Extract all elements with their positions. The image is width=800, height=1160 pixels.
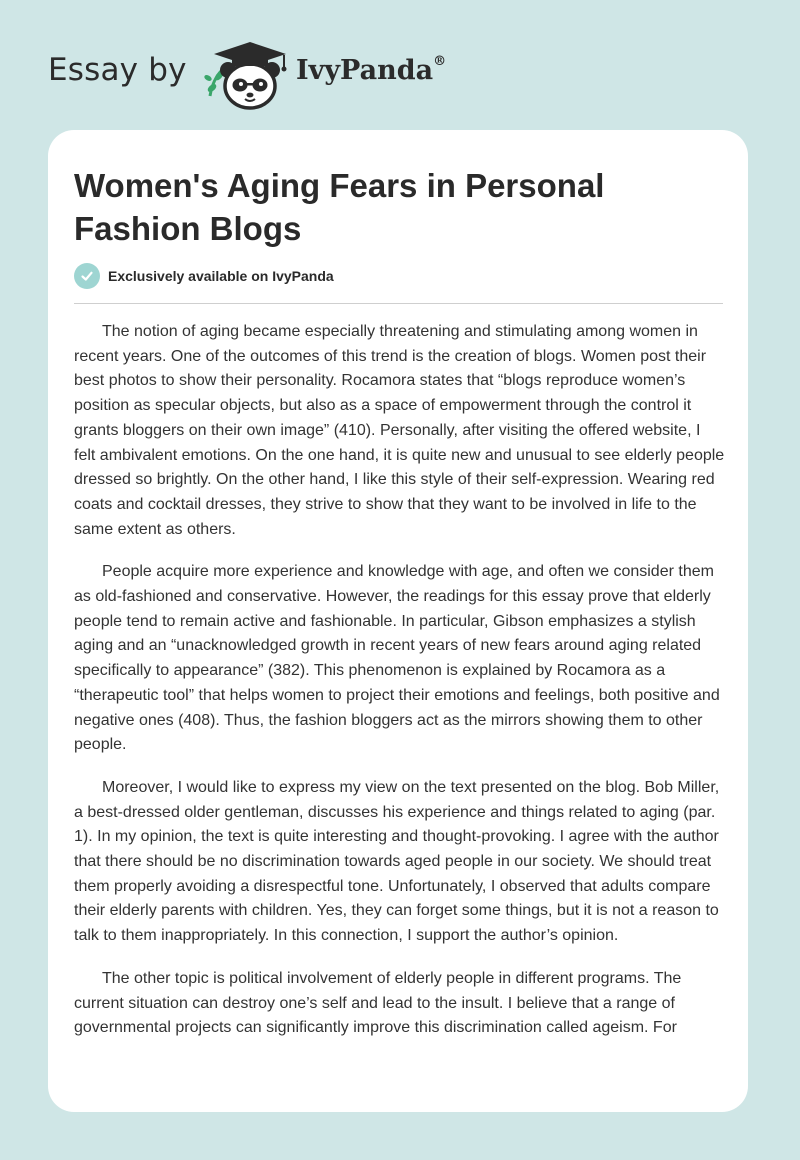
paragraph: The notion of aging became especially threatening and stimulating among women in recent years. One of the outcomes of this trend is the creation of blogs. Women post their best photos to show their personality. Rocamora states that “blogs reproduce women’s position as specular objects, but also as a space of empowerment through the control it grants bloggers on their own image” (410). Personally, after visiting the offered website, I felt ambivalent emotions. On the one hand, it is quite new and unusual to see elderly people dressed so brightly. On the other hand, I like this style of their self-expression. Wearing red coats and cocktail dresses, they strive to show that they want to be involved in life to the same extent as others. xyxy=(74,323,725,538)
check-circle-icon xyxy=(74,263,100,289)
site-header xyxy=(0,0,800,130)
registered-mark: ® xyxy=(433,54,447,69)
panda-graduate-icon xyxy=(200,36,296,110)
essay-by-label: Essay by xyxy=(48,52,187,88)
exclusive-badge xyxy=(74,263,334,289)
paragraph: People acquire more experience and knowledge with age, and often we consider them as old-fashioned and conservative. However, the readings for this essay prove that elderly people tend to remain active and fashionable. In particular, Gibson emphasizes a stylish aging and an “unacknowledged growth in recent years of new fears around aging related specifically to appearance” (382). This phenomenon is explained by Rocamora as a “therapeutic tool” that helps women to project their emotions and feelings, both positive and negative ones (408). Thus, the fashion bloggers act as the mirrors showing them to other people. xyxy=(74,563,720,754)
essay-body xyxy=(74,320,726,1076)
essay-card xyxy=(48,130,748,1112)
brand-text: IvyPanda xyxy=(296,55,434,86)
brand-name xyxy=(296,55,446,86)
badge-label: Exclusively available on IvyPanda xyxy=(108,268,334,284)
page-title: Women's Aging Fears in Personal Fashion Blogs xyxy=(74,167,605,247)
paragraph: The other topic is political involvement of elderly people in different programs. The current situation can destroy one’s self and lead to the insult. I believe that a range of governmental projects can significantly improve this discrimination called ageism. For xyxy=(74,969,682,1037)
divider xyxy=(74,303,723,304)
paragraph: Moreover, I would like to express my view on the text presented on the blog. Bob Miller, a best-dressed older gentleman, discusses his experience and things related to aging (par. 1). In my opinion, the text is quite interesting and thought-provoking. I agree with the author that there should be no discrimination towards aged people in our society. We should treat them properly avoiding a disrespectful tone. Unfortunately, I observed that adults compare their elderly parents with children. Yes, they can forget some things, but it is not a reason to talk to them inappropriately. In this connection, I support the author’s opinion. xyxy=(74,778,720,945)
